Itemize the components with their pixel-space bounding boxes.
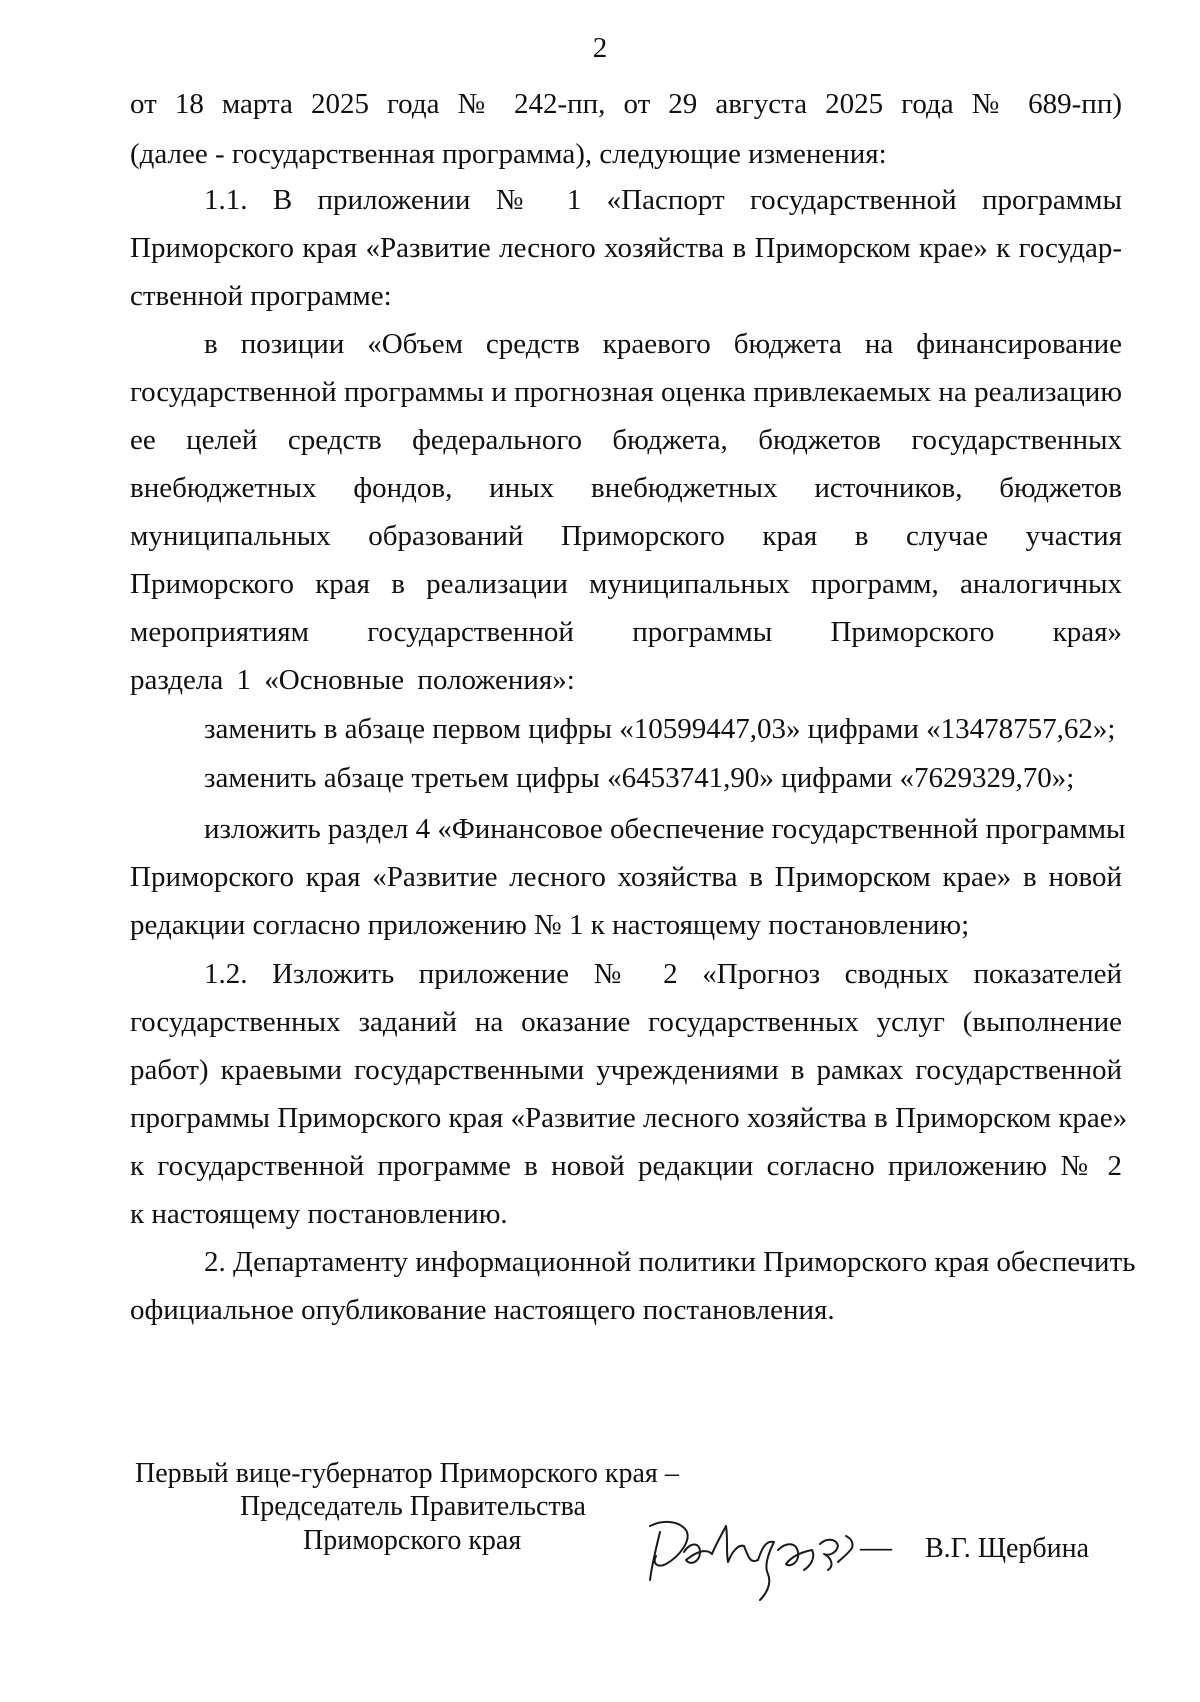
body-line: 1.2. Изложить приложение № 2 «Прогноз сводных показателей [204,958,1122,990]
body-line: к государственной программе в новой редакции согласно приложению № 2 [130,1150,1122,1182]
body-line: раздела 1 «Основные положения»: [130,664,575,696]
body-line: муниципальных образований Приморского края в случае участия [130,520,1122,552]
body-line: в позиции «Объем средств краевого бюджета на финансирование [204,328,1122,360]
body-line: ее целей средств федерального бюджета, бюджетов государственных [130,424,1122,456]
body-line: (далее - государственная программа), следующие изменения: [130,138,887,170]
signatory-position-line: Председатель Правительства [240,1491,586,1522]
signatory-position-line: Приморского края [303,1525,522,1556]
page-number: 2 [592,32,608,64]
body-line: государственной программы и прогнозная оценка привлекаемых на реализацию [130,376,1122,408]
signatory-name: В.Г. Щербина [925,1533,1090,1564]
body-line: Приморского края в реализации муниципальных программ, аналогичных [130,568,1122,600]
body-line: мероприятиям государственной программы Приморского края» [130,616,1122,648]
body-line: заменить в абзаце первом цифры «10599447,03» цифрами «13478757,62»; [204,713,1116,745]
body-line: ственной программе: [130,280,392,312]
body-line: государственных заданий на оказание государственных услуг (выполнение [130,1006,1122,1038]
body-line: 1.1. В приложении № 1 «Паспорт государственной программы [204,184,1122,216]
body-line: внебюджетных фондов, иных внебюджетных источников, бюджетов [130,472,1122,504]
body-line: изложить раздел 4 «Финансовое обеспечение государственной программы [204,813,1126,845]
body-line: к настоящему постановлению. [130,1198,508,1230]
body-line: от 18 марта 2025 года № 242-пп, от 29 августа 2025 года № 689-пп) [130,88,1122,120]
signature-dash: — [860,1528,892,1564]
body-line: заменить абзаце третьем цифры «6453741,90» цифрами «7629329,70»; [204,762,1075,794]
body-line: Приморского края «Развитие лесного хозяйства в Приморском крае» к государ- [130,232,1122,264]
signatory-position-line: Первый вице-губернатор Приморского края – [135,1458,679,1489]
body-line: программы Приморского края «Развитие лесного хозяйства в Приморском крае» [130,1102,1128,1134]
body-line: редакции согласно приложению № 1 к настоящему постановлению; [130,909,970,941]
body-line: работ) краевыми государственными учреждениями в рамках государственной [130,1054,1122,1086]
body-line: Приморского края «Развитие лесного хозяйства в Приморском крае» в новой [130,861,1122,893]
body-line: 2. Департаменту информационной политики Приморского края обеспечить [204,1246,1136,1278]
body-line: официальное опубликование настоящего постановления. [130,1294,835,1326]
